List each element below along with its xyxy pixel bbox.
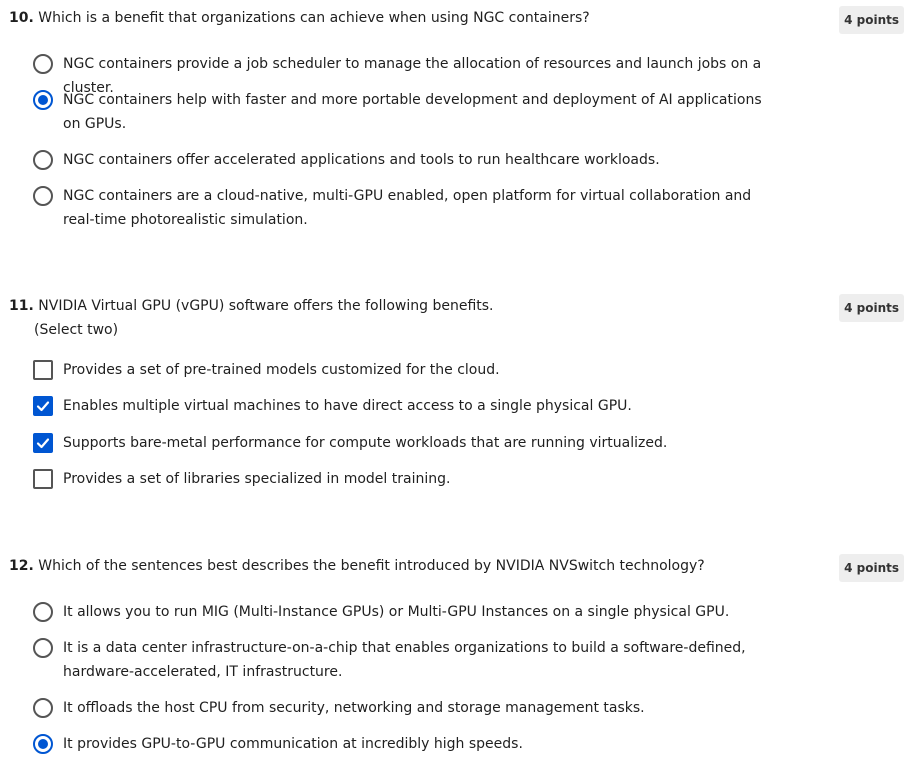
- radio-button-selected[interactable]: [33, 734, 53, 754]
- points-badge: 4 points: [839, 294, 904, 322]
- option-label[interactable]: It is a data center infrastructure-on-a-chip that enables organizations to build a software-defined, hardware-accelerated, IT infrastructure.: [63, 640, 746, 680]
- question-instruction: (Select two): [34, 322, 119, 338]
- radio-button[interactable]: [33, 698, 53, 718]
- checkbox[interactable]: [33, 360, 53, 380]
- checkmark-icon: [36, 399, 50, 413]
- question-text: Which is a benefit that organizations can achieve when using NGC containers?: [38, 10, 590, 26]
- question-header: [9, 6, 799, 30]
- checkmark-icon: [36, 436, 50, 450]
- option-label[interactable]: NGC containers provide a job scheduler to manage the allocation of resources and launch jobs on a cluster.: [63, 56, 762, 96]
- points-badge: 4 points: [839, 554, 904, 582]
- option-label[interactable]: Supports bare-metal performance for compute workloads that are running virtualized.: [63, 435, 668, 451]
- question-header: [9, 294, 799, 342]
- checkbox-checked[interactable]: [33, 433, 53, 453]
- question-number: 11.: [9, 298, 34, 314]
- radio-button[interactable]: [33, 638, 53, 658]
- radio-button[interactable]: [33, 54, 53, 74]
- question-number: 10.: [9, 10, 34, 26]
- option-label[interactable]: Enables multiple virtual machines to have direct access to a single physical GPU.: [63, 398, 632, 414]
- question-header: [9, 554, 799, 578]
- option-label[interactable]: NGC containers help with faster and more portable development and deployment of AI applications on GPUs.: [63, 92, 762, 132]
- option-label[interactable]: NGC containers offer accelerated applications and tools to run healthcare workloads.: [63, 152, 660, 168]
- option-label[interactable]: It provides GPU-to-GPU communication at incredibly high speeds.: [63, 736, 523, 752]
- option-label[interactable]: Provides a set of libraries specialized in model training.: [63, 471, 451, 487]
- question-text: NVIDIA Virtual GPU (vGPU) software offers the following benefits.: [38, 298, 494, 314]
- question-number: 12.: [9, 558, 34, 574]
- radio-button[interactable]: [33, 602, 53, 622]
- points-badge: 4 points: [839, 6, 904, 34]
- question-text: Which of the sentences best describes the benefit introduced by NVIDIA NVSwitch technology?: [38, 558, 705, 574]
- radio-button[interactable]: [33, 186, 53, 206]
- radio-button[interactable]: [33, 150, 53, 170]
- radio-button-selected[interactable]: [33, 90, 53, 110]
- option-label[interactable]: It offloads the host CPU from security, networking and storage management tasks.: [63, 700, 645, 716]
- checkbox-checked[interactable]: [33, 396, 53, 416]
- option-label[interactable]: Provides a set of pre-trained models customized for the cloud.: [63, 362, 500, 378]
- option-label[interactable]: NGC containers are a cloud-native, multi-GPU enabled, open platform for virtual collaboration and real-time photorealistic simulation.: [63, 188, 752, 228]
- option-label[interactable]: It allows you to run MIG (Multi-Instance GPUs) or Multi-GPU Instances on a single physical GPU.: [63, 604, 730, 620]
- checkbox[interactable]: [33, 469, 53, 489]
